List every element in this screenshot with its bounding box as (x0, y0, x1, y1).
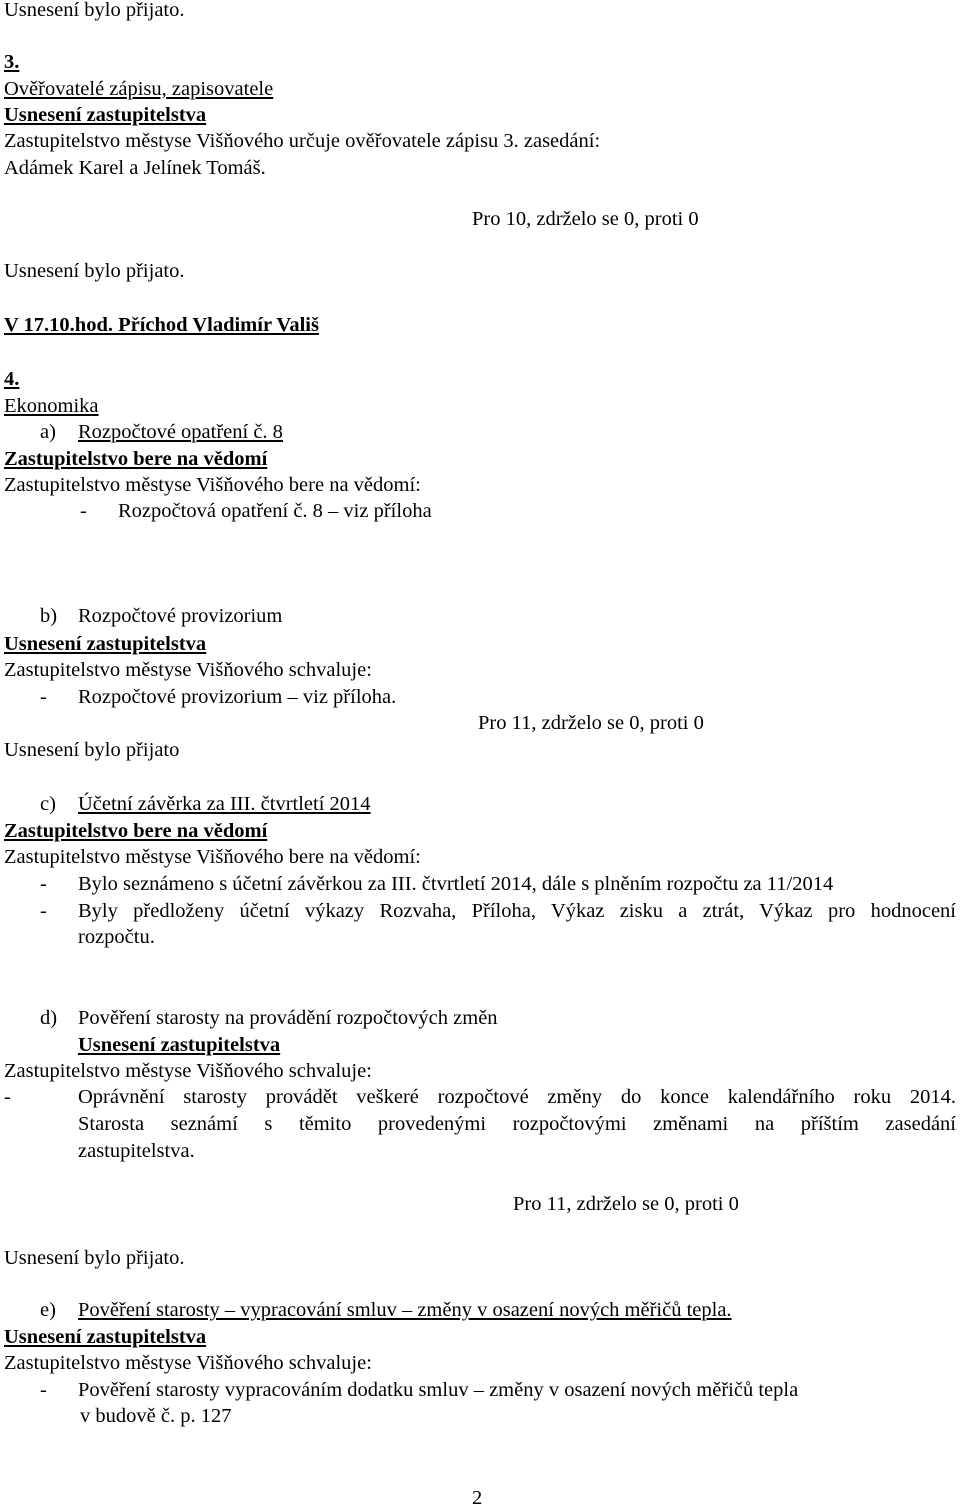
item4d-marker: d) (40, 1007, 58, 1029)
arrival-note: V 17.10.hod. Příchod Vladimír Vališ (4, 314, 319, 336)
item4b-intro: Zastupitelstvo městyse Višňového schvaluje: (4, 659, 372, 681)
item3-title: Ověřovatelé zápisu, zapisovatele (4, 78, 274, 100)
item3-text2: Adámek Karel a Jelínek Tomáš. (4, 157, 266, 179)
item4c-intro: Zastupitelstvo městyse Višňového bere na vědomí: (4, 846, 421, 868)
item4c-bullet-2: Byly předloženy účetní výkazy Rozvaha, Příloha, Výkaz zisku a ztrát, Výkaz pro hodnocení (78, 900, 956, 922)
item4d-bullet-1-end: zastupitelstva. (78, 1140, 195, 1162)
item3-text1: Zastupitelstvo městyse Višňového určuje ověřovatele zápisu 3. zasedání: (4, 130, 601, 152)
item3-number: 3. (4, 51, 20, 73)
item4c-title: Účetní závěrka za III. čtvrtletí 2014 (78, 793, 371, 815)
item4e-heading: Usnesení zastupitelstva (4, 1326, 207, 1348)
item4e-marker: e) (40, 1299, 56, 1321)
prev-adopted: Usnesení bylo přijato. (4, 0, 185, 21)
item4d-vote: Pro 11, zdrželo se 0, proti 0 (513, 1193, 739, 1215)
item4d-intro: Zastupitelstvo městyse Višňového schvaluje: (4, 1060, 372, 1082)
item4e-intro: Zastupitelstvo městyse Višňového schvaluje: (4, 1352, 372, 1374)
list-dash: - (40, 686, 47, 708)
item4c-marker: c) (40, 793, 56, 815)
list-dash: - (4, 1086, 11, 1108)
item4d-title: Pověření starosty na provádění rozpočtových změn (78, 1007, 498, 1029)
item4a-intro: Zastupitelstvo městyse Višňového bere na vědomí: (4, 474, 421, 496)
item4-number: 4. (4, 368, 20, 390)
item4d-bullet-1: Oprávnění starosty provádět veškeré rozpočtové změny do konce kalendářního roku 2014. (78, 1086, 956, 1108)
item4e-bullet-cont: v budově č. p. 127 (80, 1405, 232, 1427)
item4c-bullet-1: Bylo seznámeno s účetní závěrkou za III. čtvrtletí 2014, dále s plněním rozpočtu za 11/2014 (78, 873, 834, 895)
page-number: 2 (472, 1487, 483, 1509)
item4a-marker: a) (40, 421, 56, 443)
item4b-title: Rozpočtové provizorium (78, 605, 283, 627)
item4b-adopted: Usnesení bylo přijato (4, 739, 180, 761)
item3-resolution-heading: Usnesení zastupitelstva (4, 104, 207, 126)
item3-adopted: Usnesení bylo přijato. (4, 260, 185, 282)
item4d-heading: Usnesení zastupitelstva (78, 1034, 281, 1056)
item4e-bullet: Pověření starosty vypracováním dodatku smluv – změny v osazení nových měřičů tepla (78, 1379, 799, 1401)
list-dash: - (40, 873, 47, 895)
item4b-bullet: Rozpočtové provizorium – viz příloha. (78, 686, 397, 708)
item4b-vote: Pro 11, zdrželo se 0, proti 0 (478, 712, 704, 734)
item4a-heading: Zastupitelstvo bere na vědomí (4, 448, 268, 470)
item4a-bullet: Rozpočtová opatření č. 8 – viz příloha (118, 500, 432, 522)
item3-vote: Pro 10, zdrželo se 0, proti 0 (472, 208, 699, 230)
item4b-marker: b) (40, 605, 58, 627)
item4d-adopted: Usnesení bylo přijato. (4, 1247, 185, 1269)
item4b-heading: Usnesení zastupitelstva (4, 633, 207, 655)
list-dash: - (80, 500, 87, 522)
item4e-title: Pověření starosty – vypracování smluv – změny v osazení nových měřičů tepla. (78, 1299, 732, 1321)
item4d-bullet-1-cont: Starosta seznámí s těmito provedenými rozpočtovými změnami na příštím zasedání (78, 1113, 956, 1135)
item4c-bullet-2-cont: rozpočtu. (78, 926, 155, 948)
item4-title: Ekonomika (4, 395, 99, 417)
list-dash: - (40, 1379, 47, 1401)
list-dash: - (40, 900, 47, 922)
item4c-heading: Zastupitelstvo bere na vědomí (4, 820, 268, 842)
item4a-title: Rozpočtové opatření č. 8 (78, 421, 283, 443)
